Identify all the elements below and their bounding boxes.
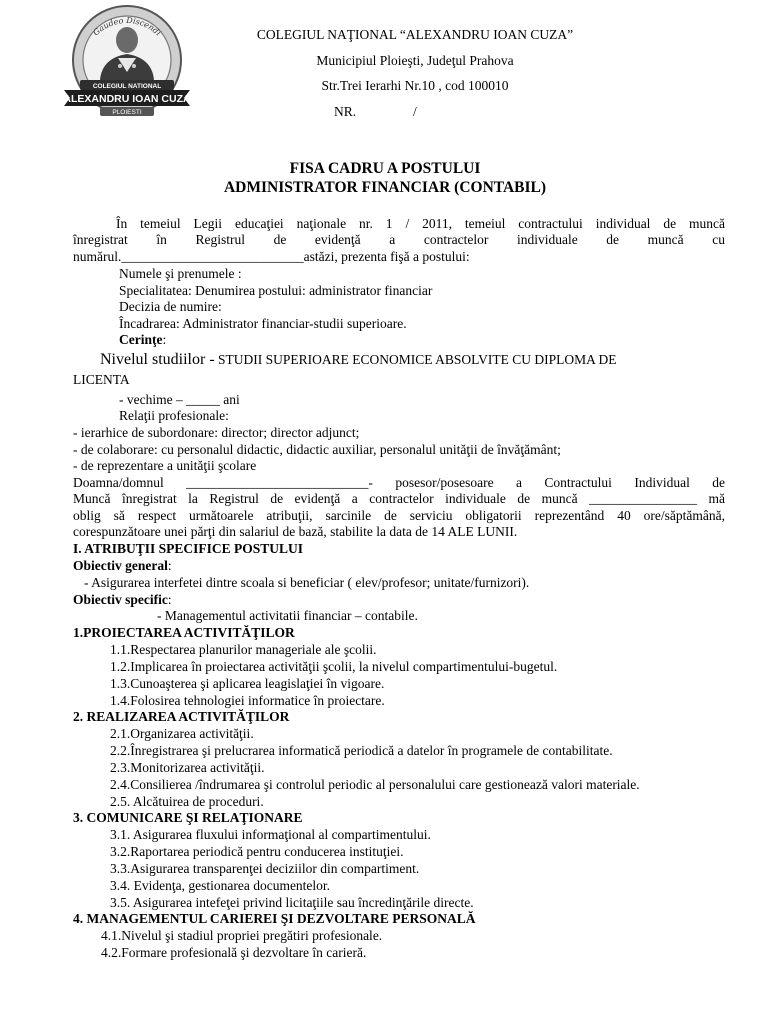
group-2-title: 2. REALIZAREA ACTIVITĂŢILOR xyxy=(73,709,290,724)
list-item: 1.2.Implicarea în proiectarea activităţii şcolii, la nivelul compartimentului-bugetul. xyxy=(110,659,558,674)
studies-continuation: LICENTA xyxy=(73,372,130,387)
intro-line-2: înregistrat în Registrul de evidenţă a contractelor individuale de muncă cu xyxy=(73,232,725,247)
list-item: 3.3.Asigurarea transparenţei deciziilor din compartiment. xyxy=(110,861,420,876)
objective-general-text: - Asigurarea interfetei dintre scoala si beneficiar ( elev/profesor; unitate/furnizori). xyxy=(84,575,530,590)
logo-text-city: PLOIESTI xyxy=(112,109,142,116)
list-item: 4.2.Formare profesională şi dezvoltare în carieră. xyxy=(101,945,367,960)
list-item: 1.1.Respectarea planurilor manageriale ale şcolii. xyxy=(110,642,377,657)
list-item: 2.3.Monitorizarea activităţii. xyxy=(110,760,265,775)
school-name: COLEGIUL NAŢIONAL “ALEXANDRU IOAN CUZA” xyxy=(256,27,574,42)
list-item: 2.1.Organizarea activităţii. xyxy=(110,726,254,741)
logo-text-main: ALEXANDRU IOAN CUZA xyxy=(63,93,191,105)
logo-text-top: COLEGIUL NATIONAL xyxy=(92,83,162,90)
declaration-line-1: Doamna/domnul ___________________________- posesor/posesoare a Contractului Individual de xyxy=(73,475,725,490)
declaration-line-3: oblig să respect următoarele atribuţii, sarcinile de serviciu obligatorii reprezentând 40 ore/săptămână, xyxy=(73,508,725,523)
list-item: 3.5. Asigurarea intefeţei privind licitaţiile sau încredinţările directe. xyxy=(110,895,474,910)
group-4-title: 4. MANAGEMENTUL CARIEREI ŞI DEZVOLTARE PERSONALĂ xyxy=(73,911,476,926)
group-3-title: 3. COMUNICARE ŞI RELAŢIONARE xyxy=(73,810,303,825)
declaration-line-4: corespunzătoare unei părţi din salariul de bază, stabilite la data de 14 ALE LUNII. xyxy=(73,524,518,539)
field-name: Numele şi prenumele : xyxy=(119,266,242,281)
document-subtitle: ADMINISTRATOR FINANCIAR (CONTABIL) xyxy=(223,179,547,196)
objective-specific-colon: : xyxy=(167,592,172,607)
field-employment: Încadrarea: Administrator financiar-studii superioare. xyxy=(119,316,407,331)
relations-label: Relaţii profesionale: xyxy=(119,408,229,423)
field-decision: Decizia de numire: xyxy=(119,299,222,314)
relations-collaboration: - de colaborare: cu personalul didactic, didactic auxiliar, personalul unităţii de învăţământ; xyxy=(73,442,561,457)
declaration-line-2: Muncă înregistrat la Registrul de evidenţă a contractelor individuale de muncă ________________ mă xyxy=(73,491,725,506)
list-item: 2.2.Înregistrarea şi prelucrarea informatică periodică a datelor în programele de contabilitate. xyxy=(110,743,613,758)
registration-number-slash: / xyxy=(413,104,417,119)
list-item: 3.2.Raportarea periodică pentru conducerea instituţiei. xyxy=(110,844,404,859)
studies-label: Nivelul studiilor - xyxy=(100,351,215,368)
objective-specific-text: - Managementul activitatii financiar – contabile. xyxy=(157,608,418,623)
school-city: Municipiul Ploieşti, Judeţul Prahova xyxy=(316,53,514,68)
list-item: 4.1.Nivelul şi stadiul propriei pregătiri profesionale. xyxy=(101,928,383,943)
list-item: 2.4.Consilierea /îndrumarea şi controlul periodic al personalului care gestionează valori materiale. xyxy=(110,777,640,792)
field-specialty: Specialitatea: Denumirea postului: administrator financiar xyxy=(119,283,433,298)
registration-number-label: NR. xyxy=(334,104,357,119)
list-item: 1.4.Folosirea tehnologiei informatice în proiectare. xyxy=(110,693,385,708)
section-1-title: I. ATRIBUŢII SPECIFICE POSTULUI xyxy=(73,541,304,556)
seniority-field: - vechime – _____ ani xyxy=(119,392,240,407)
list-item: 2.5. Alcătuirea de proceduri. xyxy=(110,794,264,809)
svg-text:Gaudeo Discendi: Gaudeo Discendi xyxy=(91,15,163,38)
objective-specific-label: Obiectiv specific xyxy=(73,592,168,607)
objective-general-colon: : xyxy=(167,558,172,573)
objective-general-label: Obiectiv general xyxy=(73,558,168,573)
objective-specific-heading xyxy=(73,592,172,608)
requirements-heading xyxy=(119,332,166,348)
list-item: 3.4. Evidenţa, gestionarea documentelor. xyxy=(110,878,331,893)
requirements-label: Cerinţe xyxy=(119,332,163,347)
school-seal-logo xyxy=(62,2,192,130)
document-title: FISA CADRU A POSTULUI xyxy=(289,160,481,177)
relations-hierarchical: - ierarhice de subordonare: director; director adjunct; xyxy=(73,425,360,440)
intro-line-3: numărul.___________________________astăzi, prezenta fişă a postului: xyxy=(73,249,470,264)
studies-line xyxy=(100,350,617,370)
school-address: Str.Trei Ierarhi Nr.10 , cod 100010 xyxy=(321,78,509,93)
objective-general-heading xyxy=(73,558,172,574)
list-item: 1.3.Cunoaşterea şi aplicarea leagislaţiei în vigoare. xyxy=(110,676,385,691)
relations-representation: - de reprezentare a unităţii şcolare xyxy=(73,458,257,473)
requirements-colon: : xyxy=(162,332,167,347)
group-1-title: 1.PROIECTAREA ACTIVITĂŢILOR xyxy=(73,625,295,640)
intro-line-1: În temeiul Legii educaţiei naţionale nr. 1 / 2011, temeiul contractului individual de muncă xyxy=(116,216,725,231)
list-item: 3.1. Asigurarea fluxului informaţional al compartimentului. xyxy=(110,827,431,842)
studies-value: STUDII SUPERIOARE ECONOMICE ABSOLVITE CU DIPLOMA DE xyxy=(218,352,617,367)
